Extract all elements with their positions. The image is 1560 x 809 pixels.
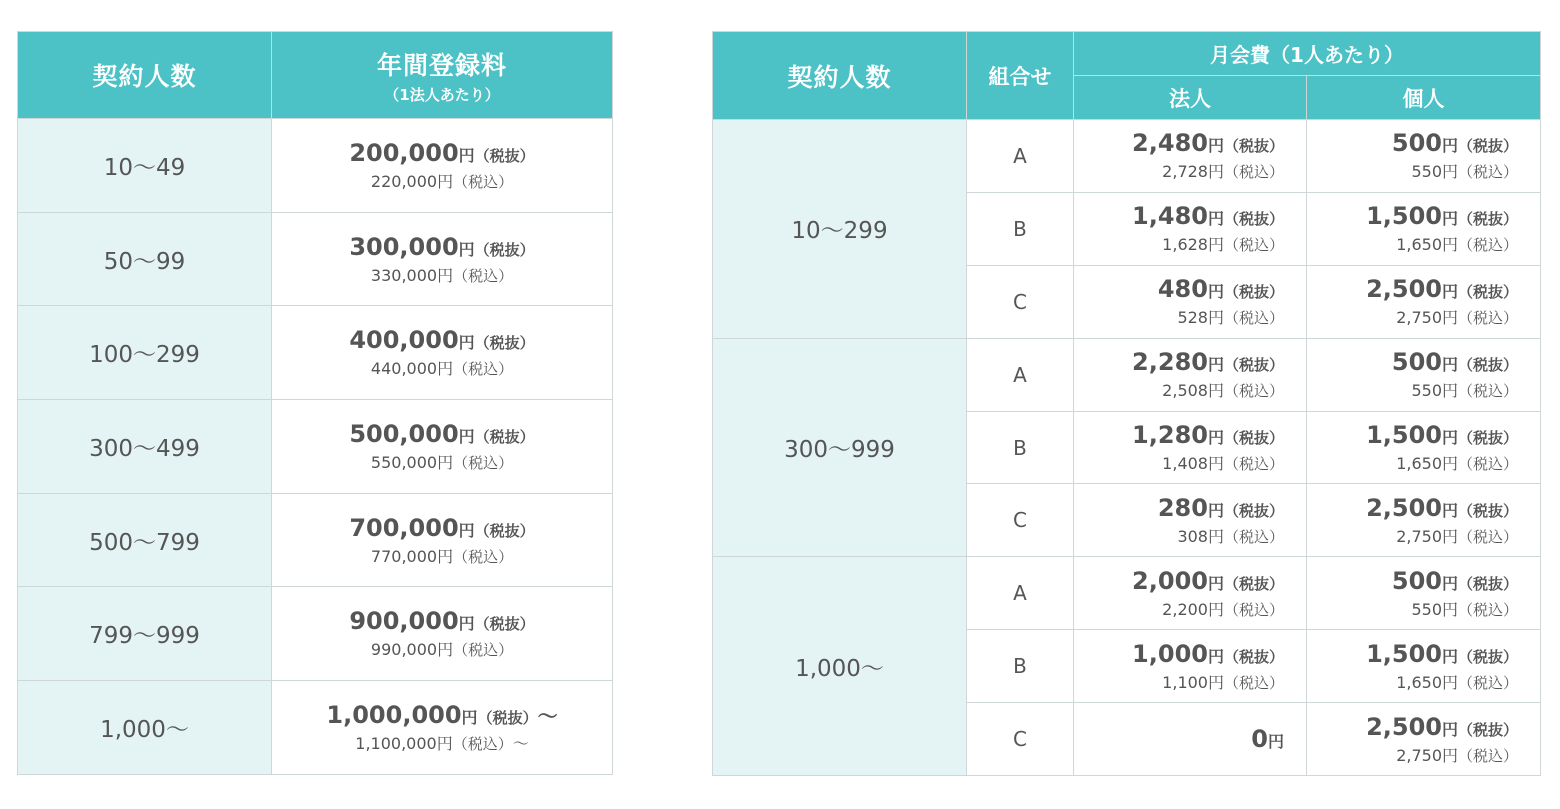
header-annual-fee xyxy=(272,32,613,119)
corporate-fee-price-ex-tax xyxy=(1074,640,1284,668)
tax-excluded-label: （税抜） xyxy=(1223,356,1284,375)
price-value: 2,500 xyxy=(1366,275,1442,304)
tax-excluded-label: （税抜） xyxy=(474,334,535,353)
price-unit: 円 xyxy=(1207,500,1224,520)
price-unit: 円 xyxy=(1441,355,1458,375)
tax-excluded-label: （税抜） xyxy=(1458,501,1519,520)
individual-fee-price-ex-tax xyxy=(1307,421,1518,449)
price-in-tax xyxy=(272,637,612,660)
corporate-fee-cell xyxy=(1074,338,1307,411)
tax-included-label: （税込） xyxy=(1223,673,1284,692)
price-unit: 円 xyxy=(1441,646,1458,666)
tax-excluded-label: （税抜） xyxy=(1458,574,1519,593)
price-value: 1,500 xyxy=(1366,202,1442,231)
price-value: 1,280 xyxy=(1132,421,1208,449)
tax-excluded-label: （税抜） xyxy=(1458,356,1519,375)
price-in-tax-value: 528円 xyxy=(1177,308,1224,328)
table-row xyxy=(18,681,613,775)
price-value: 500 xyxy=(1391,348,1442,377)
header-monthly-fee-label: 月会費（1人あたり） xyxy=(1210,43,1404,67)
price-ex-tax xyxy=(272,139,612,167)
price-in-tax-value: 220,000円 xyxy=(370,171,454,191)
table-row xyxy=(713,120,1541,193)
price-unit: 円 xyxy=(1207,282,1224,302)
header-annual-fee-label: 年間登録料 xyxy=(376,50,507,80)
price-unit: 円 xyxy=(1207,428,1224,447)
combination-cell xyxy=(967,411,1074,484)
corporate-fee-cell xyxy=(1074,120,1307,193)
individual-fee-price-ex-tax xyxy=(1307,567,1518,595)
table-row xyxy=(18,212,613,306)
combination-cell xyxy=(967,557,1074,630)
tax-excluded-label: （税抜） xyxy=(1458,137,1519,156)
price-value: 500 xyxy=(1391,566,1442,595)
contract-range-cell xyxy=(18,587,272,681)
tax-excluded-label: （税抜） xyxy=(1458,647,1519,666)
price-value: 0 xyxy=(1251,725,1268,754)
tax-included-label: （税込） xyxy=(1458,746,1519,765)
contract-range: 1,000～ xyxy=(100,716,189,743)
price-unit: 円 xyxy=(458,239,475,259)
price-unit: 円 xyxy=(1267,732,1284,752)
price-in-tax-value: 1,650円 xyxy=(1396,672,1458,692)
tax-included-label: （税込） xyxy=(1223,236,1284,255)
combination-cell xyxy=(967,265,1074,338)
combination-cell xyxy=(967,120,1074,193)
header-corporate xyxy=(1074,76,1307,120)
tax-excluded-label: （税抜） xyxy=(1223,574,1284,593)
combination-label: C xyxy=(1013,508,1027,533)
price-in-tax-value: 2,728円 xyxy=(1162,162,1224,182)
tax-included-label: （税込） xyxy=(1458,236,1519,255)
price-in-tax-value: 2,508円 xyxy=(1162,381,1224,401)
price-unit: 円 xyxy=(1207,136,1224,156)
price-in-tax-value: 1,650円 xyxy=(1396,235,1458,255)
header-individual-label: 個人 xyxy=(1402,86,1445,111)
table-row xyxy=(18,587,613,681)
header-combination xyxy=(967,32,1074,120)
corporate-fee-price-ex-tax xyxy=(1074,275,1284,303)
individual-fee-price-ex-tax xyxy=(1307,275,1518,303)
corporate-fee-cell xyxy=(1074,630,1307,703)
contract-range: 10～49 xyxy=(103,154,186,181)
corporate-fee-price-ex-tax xyxy=(1074,725,1284,753)
combination-label: A xyxy=(1013,362,1027,387)
contract-range-cell xyxy=(18,681,272,775)
annual-fee-cell xyxy=(272,493,613,587)
annual-fee-cell xyxy=(272,400,613,494)
combination-label: C xyxy=(1013,727,1027,752)
price-in-tax xyxy=(272,356,612,379)
table-row xyxy=(18,306,613,400)
individual-fee-price-in-tax xyxy=(1307,524,1518,547)
price-value: 500 xyxy=(1391,129,1442,158)
combination-label: C xyxy=(1013,289,1027,314)
individual-fee-price-ex-tax xyxy=(1307,129,1518,157)
individual-fee-price-ex-tax xyxy=(1307,640,1518,668)
annual-fee-cell xyxy=(272,681,613,775)
price-in-tax-value: 1,408円 xyxy=(1162,454,1224,473)
contract-range-cell xyxy=(18,493,272,587)
individual-fee-cell xyxy=(1307,557,1541,630)
price-value: 480 xyxy=(1157,275,1208,304)
price-ex-tax xyxy=(272,514,612,542)
individual-fee-price-in-tax xyxy=(1307,232,1518,255)
tax-included-label: （税込） xyxy=(453,266,514,285)
price-unit: 円 xyxy=(1441,136,1458,156)
price-value: 2,480 xyxy=(1132,129,1208,158)
header-contract-count xyxy=(18,32,272,119)
contract-range-cell xyxy=(18,306,272,400)
combination-label: A xyxy=(1013,581,1027,606)
table-row xyxy=(18,400,613,494)
price-value: 700,000 xyxy=(349,513,459,542)
price-unit: 円 xyxy=(458,614,475,634)
tax-excluded-label: （税抜） xyxy=(1458,210,1519,229)
individual-fee-price-ex-tax xyxy=(1307,202,1518,230)
contract-range: 1,000～ xyxy=(795,655,884,682)
price-value: 1,000,000 xyxy=(326,701,462,730)
tax-included-label: （税込） xyxy=(1458,600,1519,619)
tax-included-label: （税込） xyxy=(1458,163,1519,182)
price-ex-tax xyxy=(272,233,612,261)
tax-excluded-label: （税抜） xyxy=(474,615,535,634)
tax-included-label: （税込） xyxy=(1223,527,1284,546)
price-value: 400,000 xyxy=(349,326,459,355)
contract-range: 300～999 xyxy=(784,437,895,463)
corporate-fee-cell xyxy=(1074,557,1307,630)
price-in-tax-value: 550円 xyxy=(1411,381,1458,401)
price-unit: 円 xyxy=(1207,209,1224,229)
price-unit: 円 xyxy=(1441,209,1458,229)
tax-included-label: （税込） xyxy=(453,172,514,191)
contract-range-cell xyxy=(713,338,967,557)
individual-fee-price-in-tax xyxy=(1307,597,1518,620)
price-value: 900,000 xyxy=(349,607,459,636)
table-row xyxy=(713,338,1541,411)
price-unit: 円 xyxy=(458,426,475,446)
corporate-fee-price-in-tax xyxy=(1074,305,1284,328)
range-suffix: ～ xyxy=(537,704,558,729)
price-value: 2,500 xyxy=(1366,712,1442,741)
range-suffix-sub: ～ xyxy=(512,734,529,754)
annual-fee-cell xyxy=(272,119,613,213)
contract-range-cell xyxy=(713,557,967,776)
monthly-fee-table xyxy=(712,31,1541,776)
price-ex-tax xyxy=(272,326,612,354)
tax-included-label: （税込） xyxy=(1458,309,1519,328)
individual-fee-cell xyxy=(1307,630,1541,703)
tax-excluded-label: （税抜） xyxy=(1458,429,1519,447)
individual-fee-price-in-tax xyxy=(1307,451,1518,474)
price-unit: 円 xyxy=(458,520,475,540)
table-row xyxy=(18,119,613,213)
individual-fee-cell xyxy=(1307,411,1541,484)
corporate-fee-price-ex-tax xyxy=(1074,421,1284,449)
price-unit: 円 xyxy=(1441,428,1458,447)
corporate-fee-price-ex-tax xyxy=(1074,129,1284,157)
header-combination-label: 組合せ xyxy=(988,64,1052,89)
tax-excluded-label: （税抜） xyxy=(1223,501,1284,520)
tax-excluded-label: （税抜） xyxy=(1223,429,1284,447)
corporate-fee-price-in-tax xyxy=(1074,524,1284,547)
price-value: 1,480 xyxy=(1132,202,1208,231)
individual-fee-cell xyxy=(1307,338,1541,411)
corporate-fee-cell xyxy=(1074,703,1307,776)
tax-excluded-label: （税抜） xyxy=(1223,137,1284,156)
combination-label: A xyxy=(1013,143,1027,168)
price-ex-tax xyxy=(272,700,612,729)
tax-included-label: （税込） xyxy=(1223,455,1284,473)
price-value: 500,000 xyxy=(349,419,459,448)
registration-fee-table xyxy=(17,31,613,775)
individual-fee-price-in-tax xyxy=(1307,305,1518,328)
price-in-tax-value: 1,100円 xyxy=(1162,672,1224,692)
price-in-tax xyxy=(272,544,612,567)
corporate-fee-price-ex-tax xyxy=(1074,567,1284,595)
price-value: 2,000 xyxy=(1132,566,1208,595)
price-in-tax-value: 308円 xyxy=(1177,526,1224,546)
individual-fee-cell xyxy=(1307,484,1541,557)
price-value: 1,500 xyxy=(1366,421,1442,449)
price-value: 1,500 xyxy=(1366,639,1442,668)
price-in-tax xyxy=(272,169,612,192)
price-in-tax xyxy=(272,263,612,286)
tax-included-label: （税込） xyxy=(1458,455,1519,473)
price-in-tax-value: 550,000円 xyxy=(370,452,454,472)
price-in-tax-value: 2,750円 xyxy=(1396,745,1458,765)
price-unit: 円 xyxy=(1441,573,1458,593)
price-value: 300,000 xyxy=(349,232,459,261)
table-row xyxy=(713,557,1541,630)
price-unit: 円 xyxy=(458,333,475,353)
corporate-fee-price-in-tax xyxy=(1074,670,1284,693)
tax-excluded-label: （税抜） xyxy=(1223,647,1284,666)
tax-excluded-label: （税抜） xyxy=(474,521,535,540)
individual-fee-price-ex-tax xyxy=(1307,494,1518,522)
price-in-tax-value: 770,000円 xyxy=(370,546,454,566)
tax-excluded-label: （税抜） xyxy=(474,240,535,259)
price-unit: 円 xyxy=(1207,646,1224,666)
tax-included-label: （税込） xyxy=(453,547,514,566)
header-contract-count xyxy=(713,32,967,120)
tax-excluded-label: （税抜） xyxy=(1458,283,1519,302)
individual-fee-price-in-tax xyxy=(1307,670,1518,693)
price-in-tax-value: 1,650円 xyxy=(1396,454,1458,473)
tax-included-label: （税込） xyxy=(453,360,514,379)
price-in-tax-value: 330,000円 xyxy=(370,265,454,285)
combination-cell xyxy=(967,338,1074,411)
corporate-fee-cell xyxy=(1074,265,1307,338)
tax-excluded-label: （税抜） xyxy=(1223,210,1284,229)
individual-fee-price-in-tax xyxy=(1307,743,1518,766)
tax-excluded-label: （税抜） xyxy=(474,146,535,165)
price-ex-tax xyxy=(272,420,612,448)
corporate-fee-price-in-tax xyxy=(1074,378,1284,401)
price-in-tax xyxy=(272,731,612,754)
corporate-fee-price-ex-tax xyxy=(1074,494,1284,522)
tax-included-label: （税込） xyxy=(1223,163,1284,182)
combination-label: B xyxy=(1013,435,1027,460)
tax-included-label: （税込） xyxy=(1223,309,1284,328)
contract-range: 50～99 xyxy=(103,248,186,275)
contract-range-cell xyxy=(18,400,272,494)
individual-fee-cell xyxy=(1307,120,1541,193)
price-unit: 円 xyxy=(1441,719,1458,739)
price-in-tax-value: 990,000円 xyxy=(370,640,454,660)
price-in-tax-value: 2,200円 xyxy=(1162,599,1224,619)
corporate-fee-cell xyxy=(1074,484,1307,557)
price-in-tax xyxy=(272,450,612,473)
header-corporate-label: 法人 xyxy=(1169,86,1211,111)
contract-range-cell xyxy=(18,119,272,213)
price-value: 2,500 xyxy=(1366,493,1442,522)
combination-cell xyxy=(967,630,1074,703)
corporate-fee-price-in-tax xyxy=(1074,159,1284,182)
price-unit: 円 xyxy=(458,145,475,165)
tax-excluded-label: （税抜） xyxy=(1223,283,1284,302)
corporate-fee-cell xyxy=(1074,411,1307,484)
header-contract-count-label: 契約人数 xyxy=(92,62,197,91)
contract-range: 500～799 xyxy=(89,529,200,556)
tax-included-label: （税込） xyxy=(1458,527,1519,546)
price-ex-tax xyxy=(272,607,612,635)
tax-included-label: （税込） xyxy=(1458,382,1519,401)
contract-range-cell xyxy=(18,212,272,306)
individual-fee-price-in-tax xyxy=(1307,159,1518,182)
price-value: 280 xyxy=(1157,493,1208,522)
annual-fee-cell xyxy=(272,587,613,681)
individual-fee-cell xyxy=(1307,265,1541,338)
corporate-fee-price-in-tax xyxy=(1074,451,1284,474)
annual-fee-cell xyxy=(272,306,613,400)
contract-range: 10～299 xyxy=(791,218,888,245)
price-in-tax-value: 1,628円 xyxy=(1162,235,1224,255)
combination-cell xyxy=(967,192,1074,265)
header-contract-count-label: 契約人数 xyxy=(787,62,892,92)
combination-label: B xyxy=(1013,216,1027,241)
price-unit: 円 xyxy=(461,708,478,728)
tax-included-label: （税込） xyxy=(452,735,513,754)
tax-included-label: （税込） xyxy=(1223,382,1284,401)
price-in-tax-value: 1,100,000円 xyxy=(355,734,453,754)
contract-range: 300～499 xyxy=(89,435,200,462)
price-unit: 円 xyxy=(1207,355,1224,375)
corporate-fee-cell xyxy=(1074,192,1307,265)
price-in-tax-value: 2,750円 xyxy=(1396,308,1458,328)
price-value: 2,280 xyxy=(1132,348,1208,377)
individual-fee-price-in-tax xyxy=(1307,378,1518,401)
header-annual-fee-sub: （1法人あたり） xyxy=(384,85,500,104)
price-in-tax-value: 440,000円 xyxy=(370,359,454,379)
combination-cell xyxy=(967,703,1074,776)
price-unit: 円 xyxy=(1207,573,1224,593)
annual-fee-cell xyxy=(272,212,613,306)
contract-range-cell xyxy=(713,120,967,339)
price-unit: 円 xyxy=(1441,282,1458,302)
tax-included-label: （税込） xyxy=(1223,600,1284,619)
combination-cell xyxy=(967,484,1074,557)
individual-fee-cell xyxy=(1307,192,1541,265)
price-in-tax-value: 550円 xyxy=(1411,162,1458,182)
price-in-tax-value: 2,750円 xyxy=(1396,526,1458,546)
corporate-fee-price-in-tax xyxy=(1074,232,1284,255)
individual-fee-cell xyxy=(1307,703,1541,776)
tax-excluded-label: （税抜） xyxy=(477,709,538,728)
header-individual xyxy=(1307,76,1541,120)
combination-label: B xyxy=(1013,654,1027,679)
contract-range: 100～299 xyxy=(89,342,200,369)
tax-excluded-label: （税抜） xyxy=(474,427,535,446)
header-monthly-fee xyxy=(1074,32,1541,76)
individual-fee-price-ex-tax xyxy=(1307,348,1518,376)
price-in-tax-value: 550円 xyxy=(1411,599,1458,619)
tax-included-label: （税込） xyxy=(453,453,514,472)
table-row xyxy=(18,493,613,587)
price-unit: 円 xyxy=(1441,500,1458,520)
tax-included-label: （税込） xyxy=(453,641,514,660)
contract-range: 799～999 xyxy=(89,623,200,650)
individual-fee-price-ex-tax xyxy=(1307,713,1518,741)
corporate-fee-price-in-tax xyxy=(1074,597,1284,620)
price-value: 1,000 xyxy=(1132,639,1208,668)
tax-excluded-label: （税抜） xyxy=(1458,720,1519,739)
tax-included-label: （税込） xyxy=(1458,673,1519,692)
corporate-fee-price-ex-tax xyxy=(1074,202,1284,230)
price-value: 200,000 xyxy=(349,138,459,167)
corporate-fee-price-ex-tax xyxy=(1074,348,1284,376)
